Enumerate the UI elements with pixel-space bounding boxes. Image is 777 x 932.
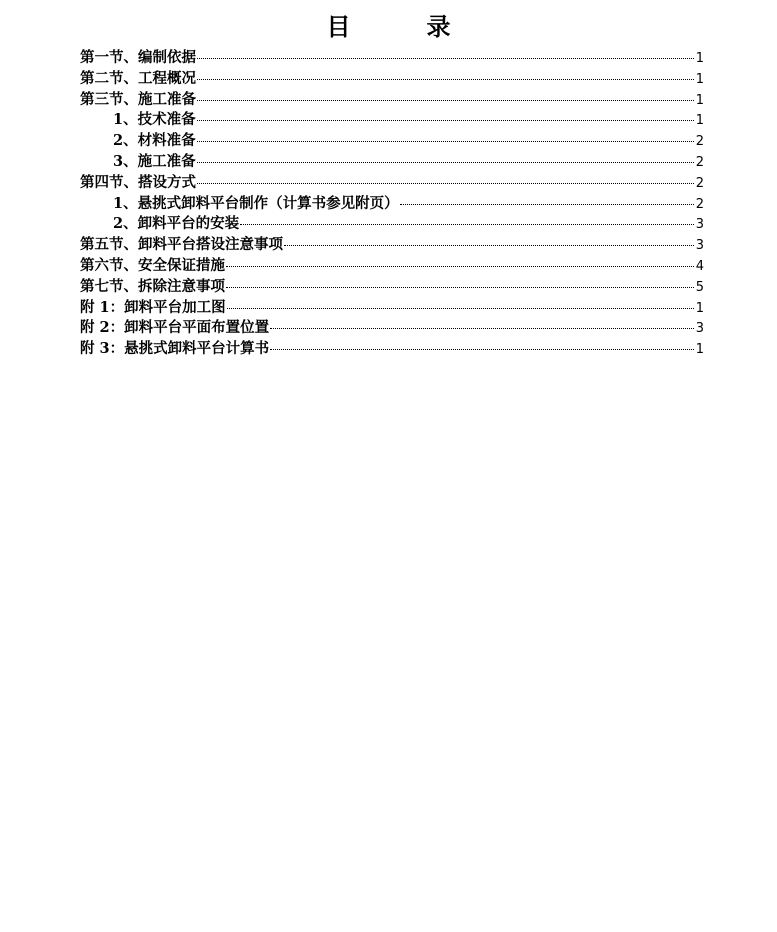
toc-entry-label: 附 1：卸料平台加工图 (80, 298, 226, 316)
toc-entry[interactable] (80, 339, 704, 360)
toc-page-number: 2 (695, 154, 704, 170)
toc-page-number: 1 (695, 51, 704, 66)
toc-dot-leader (197, 79, 694, 80)
toc-dot-leader (270, 328, 694, 329)
toc-page-number: 2 (695, 175, 704, 191)
toc-entry-label: 1、悬挑式卸料平台制作（计算书参见附页） (113, 194, 399, 212)
toc-entry[interactable] (80, 277, 704, 298)
toc-entry[interactable] (80, 256, 704, 277)
toc-entry-label: 2、卸料平台的安装 (113, 215, 240, 233)
table-of-contents (80, 48, 704, 360)
toc-dot-leader (226, 266, 694, 267)
toc-page-number: 2 (695, 134, 704, 150)
toc-entry[interactable] (80, 90, 704, 111)
toc-entry-label: 第一节、编制依据 (80, 49, 196, 66)
toc-entry-label: 3、施工准备 (113, 152, 196, 170)
toc-entry[interactable] (80, 173, 704, 194)
toc-page-number: 1 (695, 71, 704, 87)
toc-dot-leader (227, 308, 694, 309)
toc-dot-leader (197, 120, 694, 121)
toc-dot-leader (197, 100, 694, 101)
toc-entry[interactable] (80, 235, 704, 256)
toc-entry[interactable] (80, 48, 704, 69)
toc-entry-label: 第五节、卸料平台搭设注意事项 (80, 236, 283, 254)
toc-subentry[interactable] (80, 214, 704, 235)
toc-entry-label: 2、材料准备 (113, 132, 196, 150)
toc-dot-leader (197, 183, 694, 184)
toc-page-number: 2 (695, 196, 704, 212)
toc-dot-leader (226, 287, 694, 288)
toc-title: 目 录 (326, 12, 477, 41)
toc-page-number: 3 (695, 321, 704, 337)
toc-subentry[interactable] (80, 131, 704, 152)
toc-entry-label: 第二节、工程概况 (80, 69, 196, 87)
toc-entry-label: 第七节、拆除注意事项 (80, 277, 225, 295)
toc-dot-leader (197, 162, 694, 163)
toc-entry[interactable] (80, 318, 704, 339)
toc-page-number: 3 (695, 238, 704, 254)
toc-dot-leader (197, 58, 694, 59)
toc-subentry[interactable] (80, 110, 704, 131)
toc-dot-leader (284, 245, 694, 246)
toc-dot-leader (240, 224, 694, 225)
toc-dot-leader (197, 141, 694, 142)
toc-page-number: 1 (695, 342, 704, 358)
toc-entry-label: 1、技术准备 (113, 111, 196, 129)
toc-page-number: 1 (695, 92, 704, 108)
toc-entry-label: 第三节、施工准备 (80, 90, 196, 108)
toc-page-number: 4 (695, 258, 704, 274)
toc-dot-leader (270, 349, 694, 350)
toc-entry-label: 附 3：悬挑式卸料平台计算书 (80, 340, 270, 358)
toc-page-number: 1 (695, 113, 704, 129)
toc-subentry[interactable] (80, 194, 704, 215)
toc-entry[interactable] (80, 298, 704, 319)
toc-subentry[interactable] (80, 152, 704, 173)
toc-entry-label: 第四节、搭设方式 (80, 173, 196, 191)
toc-entry-label: 附 2：卸料平台平面布置位置 (80, 319, 270, 337)
toc-page-number: 5 (695, 279, 704, 295)
toc-page-number: 1 (695, 300, 704, 316)
toc-entry-label: 第六节、安全保证措施 (80, 256, 225, 274)
toc-page-number: 3 (695, 217, 704, 233)
toc-entry[interactable] (80, 69, 704, 90)
toc-dot-leader (400, 204, 694, 205)
